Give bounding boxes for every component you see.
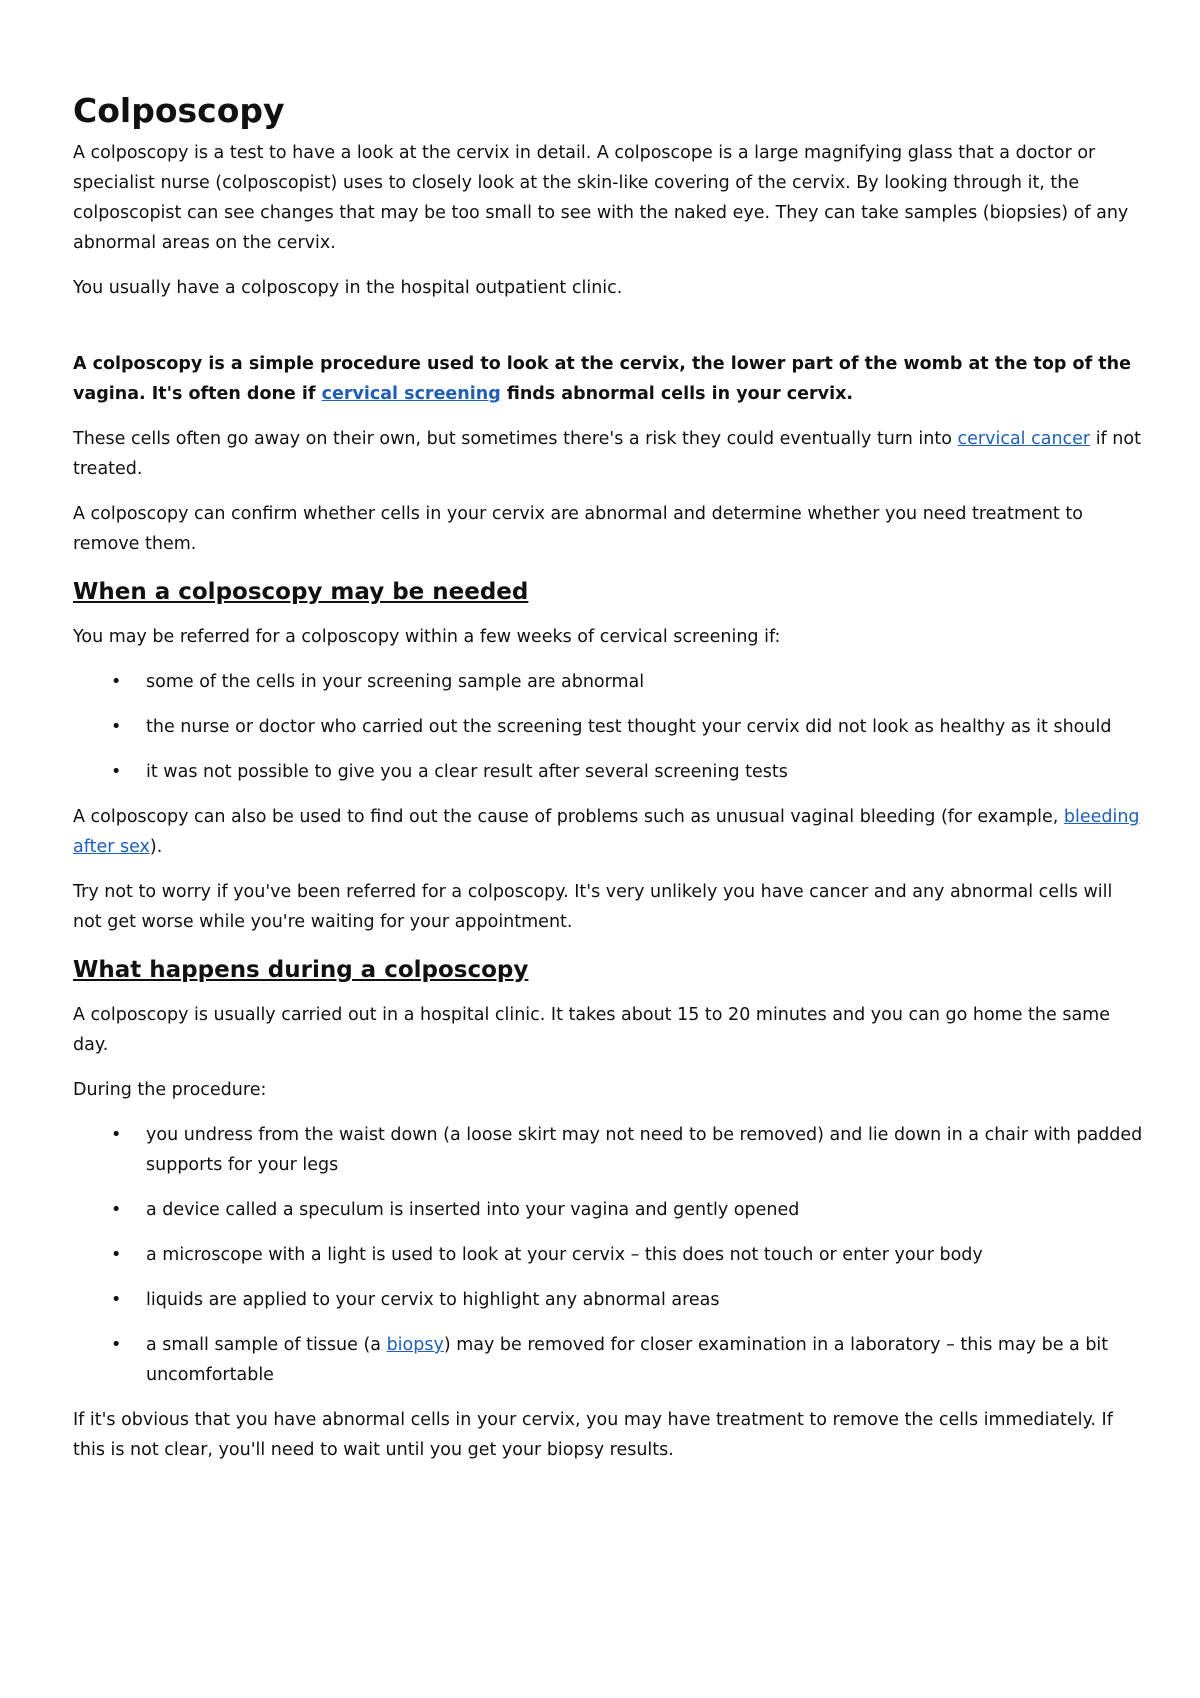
bullet-icon: • [111, 762, 122, 782]
bullet-icon: • [111, 1200, 122, 1220]
cells-paragraph [73, 424, 1143, 484]
cervical-screening-link[interactable]: cervical screening [321, 384, 501, 404]
list-item-text: it was not possible to give you a clear result after several screening tests [146, 762, 788, 782]
also-text-end: ). [149, 837, 163, 857]
bleeding-after-sex-link[interactable]: bleeding after sex [73, 807, 1140, 857]
list-item-text: some of the cells in your screening sample are abnormal [146, 672, 645, 692]
summary-text-end: finds abnormal cells in your cervix. [500, 384, 854, 404]
list-item-text: you undress from the waist down (a loose skirt may not need to be removed) and lie down in a chair with padded supports for your legs [146, 1125, 1143, 1175]
list-item [73, 667, 1143, 697]
closing-paragraph: If it's obvious that you have abnormal cells in your cervix, you may have treatment to remove the cells immediately. If this is not clear, you'll need to wait until you get your biopsy results. [73, 1410, 1113, 1460]
intro-paragraph: A colposcopy is a test to have a look at the cervix in detail. A colposcope is a large magnifying glass that a doctor or specialist nurse (colposcopist) uses to closely look at the skin-like covering of the cervix. By looking through it, the colposcopist can see changes that may be too small to see with the naked eye. They can take samples (biopsies) of any abnormal areas on the cervix. [73, 143, 1129, 253]
biopsy-text-start: a small sample of tissue (a [146, 1335, 387, 1355]
biopsy-link[interactable]: biopsy [386, 1335, 444, 1355]
list-item-text: liquids are applied to your cervix to highlight any abnormal areas [146, 1290, 720, 1310]
list-item-text: a microscope with a light is used to look at your cervix – this does not touch or enter your body [146, 1245, 983, 1265]
biopsy-text-end: ) may be removed for closer examination in a laboratory – this may be a bit uncomfortable [146, 1335, 1109, 1385]
summary-paragraph [73, 349, 1143, 409]
list-item-text: the nurse or doctor who carried out the screening test thought your cervix did not look as healthy as it should [146, 717, 1112, 737]
list-item-text: a device called a speculum is inserted into your vagina and gently opened [146, 1200, 800, 1220]
also-used-paragraph [73, 802, 1143, 862]
clinic-paragraph: You usually have a colposcopy in the hospital outpatient clinic. [73, 278, 623, 298]
procedure-label: During the procedure: [73, 1080, 267, 1100]
during-lead: A colposcopy is usually carried out in a hospital clinic. It takes about 15 to 20 minutes and you can go home the same day. [73, 1005, 1110, 1055]
list-item [73, 1240, 1143, 1270]
when-needed-lead: You may be referred for a colposcopy within a few weeks of cervical screening if: [73, 627, 781, 647]
also-text-start: A colposcopy can also be used to find out the cause of problems such as unusual vaginal bleeding (for example, [73, 807, 1064, 827]
procedure-steps-list [73, 1120, 1143, 1390]
page-title: Colposcopy [73, 91, 285, 130]
document-page [73, 90, 1143, 1480]
when-needed-heading: When a colposcopy may be needed [73, 579, 529, 605]
cells-text-end: if not treated. [73, 429, 1141, 479]
bullet-icon: • [111, 672, 122, 692]
bullet-icon: • [111, 1245, 122, 1265]
bullet-icon: • [111, 717, 122, 737]
list-item [73, 1330, 1143, 1390]
bullet-icon: • [111, 1290, 122, 1310]
summary-text-start: A colposcopy is a simple procedure used to look at the cervix, the lower part of the womb at the top of the vagina. It's often done if [73, 354, 1131, 404]
list-item [73, 1195, 1143, 1225]
bullet-icon: • [111, 1125, 122, 1145]
cervical-cancer-link[interactable]: cervical cancer [957, 429, 1091, 449]
list-item [73, 1285, 1143, 1315]
referral-reasons-list [73, 667, 1143, 787]
list-item [73, 1120, 1143, 1180]
confirm-paragraph: A colposcopy can confirm whether cells in your cervix are abnormal and determine whether you need treatment to remove them. [73, 504, 1083, 554]
worry-paragraph: Try not to worry if you've been referred for a colposcopy. It's very unlikely you have cancer and any abnormal cells will not get worse while you're waiting for your appointment. [73, 882, 1113, 932]
cells-text-start: These cells often go away on their own, but sometimes there's a risk they could eventually turn into [73, 429, 958, 449]
during-heading: What happens during a colposcopy [73, 957, 529, 983]
list-item [73, 757, 1143, 787]
bullet-icon: • [111, 1335, 122, 1355]
list-item [73, 712, 1143, 742]
